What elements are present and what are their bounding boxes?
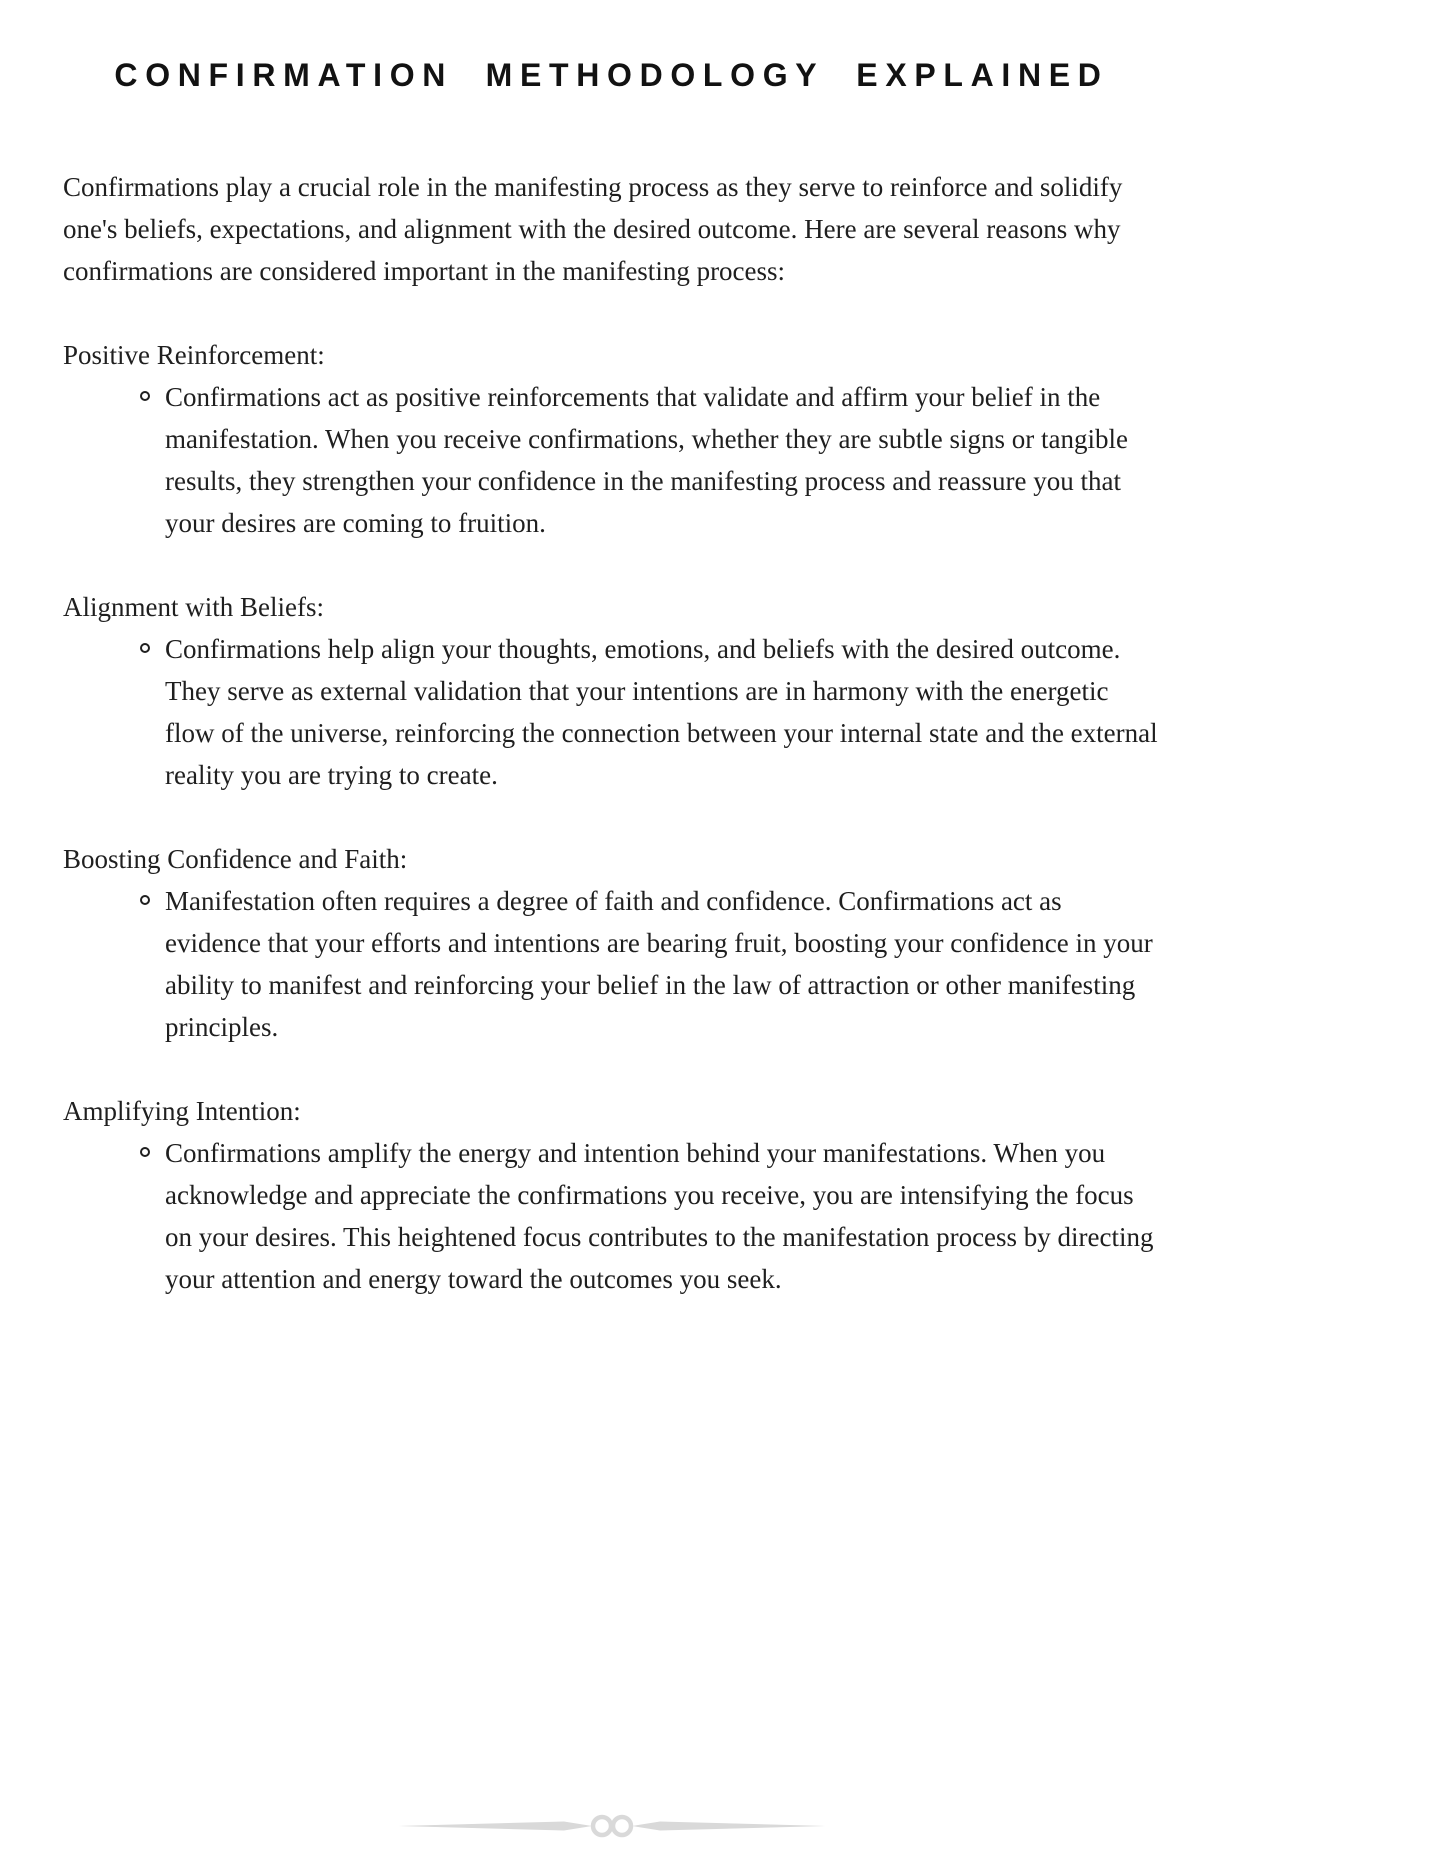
document-section <box>63 586 1160 796</box>
list-item <box>63 880 1160 1048</box>
list-item <box>63 628 1160 796</box>
section-heading: Boosting Confidence and Faith: <box>63 844 408 874</box>
bullet-text: Confirmations help align your thoughts, emotions, and beliefs with the desired outcome. They serve as external validation that your intentions are in harmony with the energetic flow of the universe, reinforcing the connection between your internal state and the external reality you are trying to create. <box>165 634 1158 790</box>
section-heading: Amplifying Intention: <box>63 1096 301 1126</box>
bullet-text: Confirmations act as positive reinforcements that validate and affirm your belief in the manifestation. When you receive confirmations, whether they are subtle signs or tangible results, they strengthen your confidence in the manifesting process and reassure you that your desires are coming to fruition. <box>165 382 1128 538</box>
bullet-text: Manifestation often requires a degree of faith and confidence. Confirmations act as evidence that your efforts and intentions are bearing fruit, boosting your confidence in your ability to manifest and reinforcing your belief in the law of attraction or other manifesting principles. <box>165 886 1153 1042</box>
document-content <box>63 0 1160 1300</box>
bullet-circle-icon <box>140 643 150 653</box>
bullet-text: Confirmations amplify the energy and intention behind your manifestations. When you acknowledge and appreciate the confirmations you receive, you are intensifying the focus on your desires. This heightened focus contributes to the manifestation process by directing your attention and energy toward the outcomes you seek. <box>165 1138 1154 1294</box>
bullet-list <box>63 376 1160 544</box>
list-item <box>63 376 1160 544</box>
document-section <box>63 1090 1160 1300</box>
section-heading: Positive Reinforcement: <box>63 340 325 370</box>
bullet-circle-icon <box>140 895 150 905</box>
document-section <box>63 334 1160 544</box>
sections <box>63 334 1160 1300</box>
bullet-circle-icon <box>140 1147 150 1157</box>
section-heading: Alignment with Beliefs: <box>63 592 324 622</box>
list-item <box>63 1132 1160 1300</box>
infinity-divider-icon <box>392 1803 832 1849</box>
bullet-list <box>63 1132 1160 1300</box>
intro-paragraph: Confirmations play a crucial role in the manifesting process as they serve to reinforce and solidify one's beliefs, expectations, and alignment with the desired outcome. Here are several reasons why confirmations are considered important in the manifesting process: <box>63 172 1123 286</box>
bullet-list <box>63 628 1160 796</box>
page-title: CONFIRMATION METHODOLOGY EXPLAINED <box>114 57 1109 93</box>
bullet-list <box>63 880 1160 1048</box>
bullet-circle-icon <box>140 391 150 401</box>
document-section <box>63 838 1160 1048</box>
